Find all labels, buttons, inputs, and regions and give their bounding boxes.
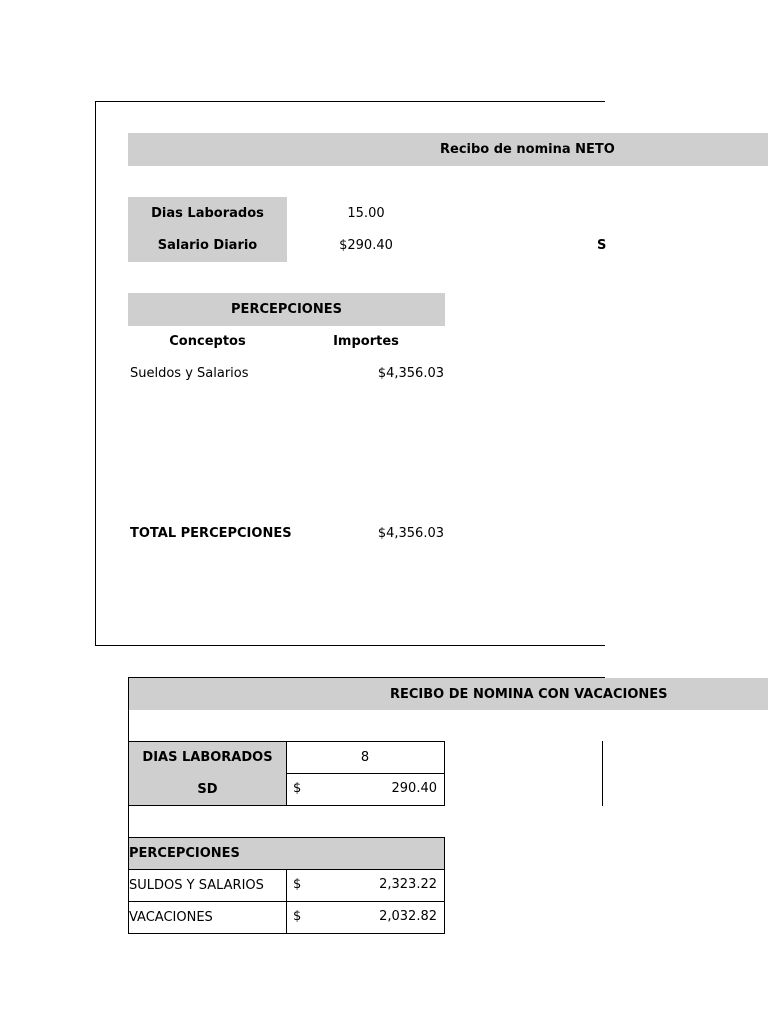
dias-laborados-value [287,197,445,229]
col-importes-text: Importes [333,333,399,349]
salario-diario-value [287,229,445,262]
percepciones-header [128,293,445,326]
table-row-vacaciones-concept [128,901,287,934]
total-percepciones-label [130,518,300,548]
dias-laborados-label [128,197,287,229]
table-row-suldos-amount [286,869,445,902]
table-row-concept [130,358,287,388]
vacaciones-right-line [602,741,603,806]
receipt-vacaciones-title: RECIBO DE NOMINA CON VACACIONES [390,686,668,702]
col-conceptos-text: Conceptos [169,333,246,349]
receipt-neto-title: Recibo de nomina NETO [440,142,615,157]
total-percepciones-label-text: TOTAL PERCEPCIONES [130,525,292,541]
percepciones-2-header-blank [286,837,445,870]
receipt-neto-title-bar [128,133,768,166]
col-importes-header [287,326,445,356]
receipt-vacaciones-title-bar [129,678,768,710]
cutoff-label-text: S [597,238,607,253]
table-row-vacaciones-amount [286,901,445,934]
dias-laborados-2-value [286,741,445,774]
suldos-currency: $ [293,877,302,892]
table-row-suldos-concept [128,869,287,902]
percepciones-2-header-text: PERCEPCIONES [129,846,240,861]
dias-laborados-label-text: Dias Laborados [151,205,264,221]
col-conceptos-header [128,326,287,356]
dias-laborados-2-value-text: 8 [360,750,370,765]
salario-diario-value-text: $290.40 [339,238,393,253]
percepciones-2-header [128,837,287,870]
salario-diario-label-text: Salario Diario [157,238,258,253]
dias-laborados-2-label-text: DIAS LABORADOS [142,750,273,765]
sd-label-text: SD [197,781,218,797]
row-concept-text: Sueldos y Salarios [130,365,249,381]
vacaciones-concept-text: VACACIONES [129,909,213,925]
vacaciones-amount: 2,032.82 [379,909,437,924]
sd-value-cell [286,773,445,806]
percepciones-header-text: PERCEPCIONES [231,302,342,317]
total-percepciones-value-text: $4,356.03 [377,525,444,541]
cutoff-label [597,229,605,262]
suldos-amount: 2,323.22 [379,877,437,892]
vacaciones-currency: $ [293,909,302,924]
salario-diario-label [128,229,287,262]
sd-currency: $ [293,781,302,796]
sd-label [128,773,287,806]
dias-laborados-value-text: 15.00 [347,205,385,221]
table-row-amount [287,358,444,388]
total-percepciones-value [287,518,444,548]
dias-laborados-2-label [128,741,287,774]
sd-value: 290.40 [391,781,437,796]
row-amount-text: $4,356.03 [377,365,444,381]
suldos-concept-text: SULDOS Y SALARIOS [129,877,264,893]
